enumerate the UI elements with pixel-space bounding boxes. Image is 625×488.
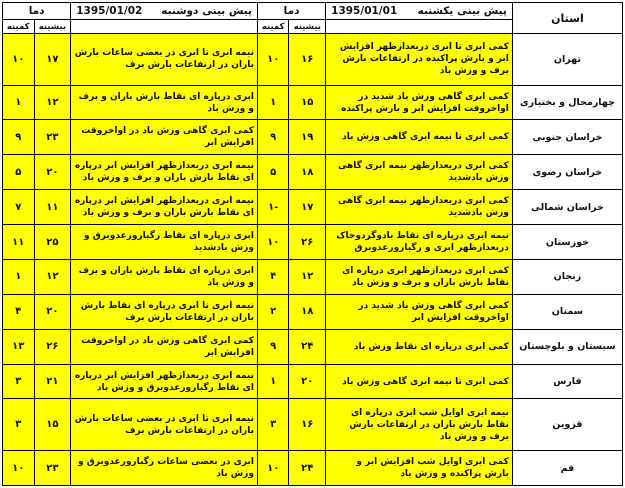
day2-desc-subheader xyxy=(71,20,258,34)
day2-description-cell: ابری در بعضی ساعات رگبارورعدوبرق و وزش باد xyxy=(71,451,258,486)
day1-date: 1395/01/01 xyxy=(331,5,398,17)
day1-min-cell: ۱۰ xyxy=(257,34,288,86)
day1-temp-header: دما xyxy=(257,3,325,20)
table-row xyxy=(3,225,623,260)
day2-max-cell: ۲۱ xyxy=(34,364,71,399)
day1-min-cell: ۵ xyxy=(257,155,288,190)
day1-description-cell: کمی ابری تا نیمه ابری گاهی وزش باد xyxy=(326,364,513,399)
day1-min-cell: ۲ xyxy=(257,294,288,329)
day1-max-header: بیشینه xyxy=(289,20,326,34)
day2-max-cell: ۲۳ xyxy=(34,120,71,155)
day1-max-cell: ۱۶ xyxy=(289,399,326,451)
header-row xyxy=(3,3,623,20)
day1-header xyxy=(326,3,513,20)
day1-min-cell: ۱۰ xyxy=(257,225,288,260)
province-cell: قم xyxy=(512,451,622,486)
day1-description-cell: کمی ابری دربعدازظهر نیمه ابری گاهی وزش بادشدید xyxy=(326,190,513,225)
day2-max-cell: ۲۰ xyxy=(34,155,71,190)
table-body xyxy=(3,34,623,486)
day2-max-cell: ۲۰ xyxy=(34,294,71,329)
day1-max-cell: ۱۲ xyxy=(289,259,326,294)
day2-max-cell: ۱۷ xyxy=(34,34,71,86)
day1-min-header: کمینه xyxy=(257,20,288,34)
province-cell: خراسان شمالی xyxy=(512,190,622,225)
province-cell: سیستان و بلوچستان xyxy=(512,329,622,364)
province-cell: چهارمحال و بختیاری xyxy=(512,85,622,120)
day2-min-cell: ۵ xyxy=(3,155,35,190)
table-row xyxy=(3,34,623,86)
day2-min-cell: ۱۰ xyxy=(3,34,35,86)
province-cell: تهران xyxy=(512,34,622,86)
day2-min-cell: ۱۱ xyxy=(3,225,35,260)
table-row xyxy=(3,120,623,155)
province-header: استان xyxy=(512,3,622,34)
day2-temp-header: دما xyxy=(3,3,71,20)
province-cell: خراسان جنوبی xyxy=(512,120,622,155)
day2-min-header: کمینه xyxy=(3,20,35,34)
day2-description-cell: ابری درپاره ای نقاط بارش باران و برف و وزش باد xyxy=(71,259,258,294)
day1-min-cell: ۱ xyxy=(257,364,288,399)
day1-max-cell: ۱۵ xyxy=(289,85,326,120)
province-cell: زنجان xyxy=(512,259,622,294)
day2-description-cell: ابری درپاره ای نقاط رگبارورعدوبرق و وزش بادشدید xyxy=(71,225,258,260)
day2-description-cell: نیمه ابری دربعدازظهر افزایش ابر درپاره ای نقاط بارش باران و برف و وزش باد xyxy=(71,155,258,190)
day1-description-cell: کمی ابری اوایل شب افزایش ابر و بارش پراکنده و وزش باد xyxy=(326,451,513,486)
day1-description-cell: نیمه ابری درپاره ای نقاط بادوگردوخاک دربعدازظهر ابری و رگبارورعدوبرق xyxy=(326,225,513,260)
day1-max-cell: ۲۶ xyxy=(289,225,326,260)
day1-max-cell: ۱۹ xyxy=(289,120,326,155)
province-cell: خوزستان xyxy=(512,225,622,260)
day1-max-cell: ۱۸ xyxy=(289,294,326,329)
province-cell: فارس xyxy=(512,364,622,399)
day1-max-cell: ۱۷ xyxy=(289,190,326,225)
day2-description-cell: نیمه ابری تا ابری در بعضی ساعات بارش باران در ارتفاعات بارش برف xyxy=(71,399,258,451)
table-row xyxy=(3,85,623,120)
province-cell: خراسان رضوی xyxy=(512,155,622,190)
table-row xyxy=(3,155,623,190)
day1-min-cell: ۱ xyxy=(257,85,288,120)
day1-description-cell: کمی ابری تا نیمه ابری گاهی وزش باد xyxy=(326,120,513,155)
day1-max-cell: ۲۴ xyxy=(289,451,326,486)
day1-title: پیش بینی یکشنبه xyxy=(417,5,507,17)
day2-max-header: بیشینه xyxy=(34,20,71,34)
day1-min-cell: ۴ xyxy=(257,259,288,294)
day2-min-cell: ۳ xyxy=(3,399,35,451)
day2-description-cell: کمی ابری گاهی وزش باد در اواخروقت افزایش ابر xyxy=(71,120,258,155)
table-row xyxy=(3,190,623,225)
day2-min-cell: ۷ xyxy=(3,190,35,225)
day2-min-cell: ۱ xyxy=(3,85,35,120)
day1-description-cell: کمی ابری تا ابری دربعدازظهر افزایش ابر و بارش پراکنده در ارتفاعات بارش برف و وزش باد xyxy=(326,34,513,86)
day1-desc-subheader xyxy=(326,20,513,34)
day2-min-cell: ۴ xyxy=(3,294,35,329)
day1-min-cell: ۹ xyxy=(257,329,288,364)
day2-description-cell: نیمه ابری تا ابری در بعضی ساعات بارش باران در ارتفاعات بارش برف xyxy=(71,34,258,86)
day1-max-cell: ۱۸ xyxy=(289,155,326,190)
day2-max-cell: ۲۵ xyxy=(34,225,71,260)
day1-description-cell: کمی ابری گاهی وزش باد شدید در اواخروقت افزایش ابر و بارش پراکنده xyxy=(326,85,513,120)
day2-min-cell: ۱۰ xyxy=(3,451,35,486)
day2-description-cell: نیمه ابری تا ابری درپاره ای نقاط بارش باران در ارتفاعات بارش برف xyxy=(71,294,258,329)
day2-description-cell: کمی ابری گاهی وزش باد در اواخروقت افزایش ابر xyxy=(71,329,258,364)
day2-header xyxy=(71,3,258,20)
day1-max-cell: ۲۰ xyxy=(289,364,326,399)
day1-description-cell: کمی ابری درپاره ای نقاط وزش باد xyxy=(326,329,513,364)
province-cell: قزوین xyxy=(512,399,622,451)
table-row xyxy=(3,294,623,329)
day1-description-cell: کمی ابری دربعدازظهر نیمه ابری گاهی وزش بادشدید xyxy=(326,155,513,190)
table-row xyxy=(3,399,623,451)
day2-min-cell: ۹ xyxy=(3,120,35,155)
table-row xyxy=(3,329,623,364)
table-row xyxy=(3,364,623,399)
table-row xyxy=(3,259,623,294)
day1-max-cell: ۲۴ xyxy=(289,329,326,364)
day2-max-cell: ۱۱ xyxy=(34,190,71,225)
day2-date: 1395/01/02 xyxy=(76,5,143,17)
day1-min-cell: -۱ xyxy=(257,190,288,225)
day2-max-cell: ۱۲ xyxy=(34,259,71,294)
day2-description-cell: نیمه ابری دربعدازظهر افزایش ابر درپاره ای نقاط رگبارورعدوبرق و وزش باد xyxy=(71,364,258,399)
day2-max-cell: ۲۶ xyxy=(34,329,71,364)
day1-min-cell: ۳ xyxy=(257,399,288,451)
forecast-table xyxy=(2,2,623,486)
day2-min-cell: ۱ xyxy=(3,259,35,294)
day1-description-cell: نیمه ابری اوایل شب ابری درپاره ای نقاط بارش باران در ارتفاعات بارش برف و وزش باد xyxy=(326,399,513,451)
day1-description-cell: کمی ابری دربعدازظهر ابری درپاره ای نقاط بارش باران و برف و وزش باد xyxy=(326,259,513,294)
day1-description-cell: کمی ابری گاهی وزش باد شدید در اواخروقت افزایش ابر xyxy=(326,294,513,329)
table-row xyxy=(3,451,623,486)
day2-max-cell: ۱۵ xyxy=(34,399,71,451)
day2-max-cell: ۲۳ xyxy=(34,451,71,486)
day1-min-cell: ۹ xyxy=(257,120,288,155)
day1-max-cell: ۱۶ xyxy=(289,34,326,86)
day2-title: پیش بینی دوشنبه xyxy=(161,5,252,17)
day2-min-cell: ۳ xyxy=(3,364,35,399)
province-cell: سمنان xyxy=(512,294,622,329)
day2-description-cell: ابری درپاره ای نقاط بارش باران و برف و وزش باد xyxy=(71,85,258,120)
day2-max-cell: ۱۲ xyxy=(34,85,71,120)
day2-description-cell: نیمه ابری دربعدازظهر افزایش ابر درپاره ای نقاط بارش باران و برف و وزش باد xyxy=(71,190,258,225)
day1-min-cell: ۱۰ xyxy=(257,451,288,486)
day2-min-cell: ۱۳ xyxy=(3,329,35,364)
forecast-table-wrapper xyxy=(2,2,623,486)
